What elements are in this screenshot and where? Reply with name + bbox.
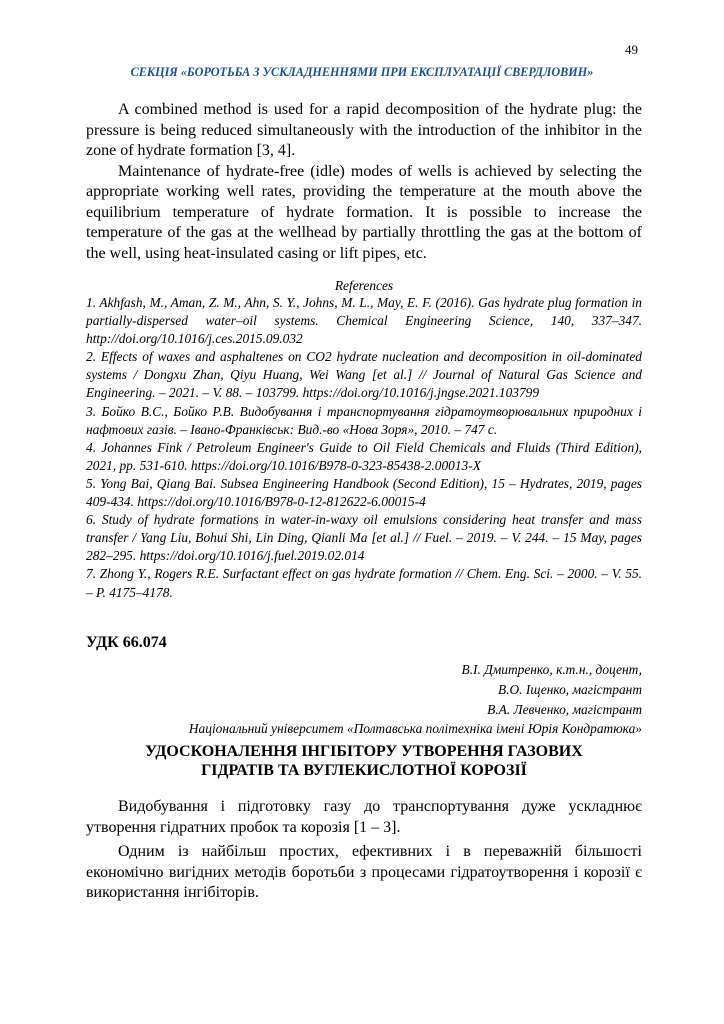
reference-item: 2. Effects of waxes and asphaltenes on CO2 hydrate nucleation and decomposition in oil-dominated systems / Dongxu Zhan, Qiyu Huang, Wei Wang [et al.] // Journal of Natural Gas Science and Engineering. – 2021. – V. 88. – 103799. https://doi.org/10.1016/j.jngse.2021.103799 [86, 349, 642, 401]
page-number: 49 [625, 42, 638, 57]
author-block [86, 660, 642, 739]
title-line: ГІДРАТІВ ТА ВУГЛЕКИСЛОТНОЇ КОРОЗІЇ [201, 762, 527, 779]
reference-list [86, 294, 642, 602]
author-line: В.А. Левченко, магістрант [487, 701, 642, 717]
affiliation: Національний університет «Полтавська політехніка імені Юрія Кондратюка» [188, 721, 642, 737]
intro-text [86, 100, 642, 264]
title-line: УДОСКОНАЛЕННЯ ІНГІБІТОРУ УТВОРЕННЯ ГАЗОВИХ [145, 743, 583, 760]
article-title [86, 742, 642, 780]
reference-item: 6. Study of hydrate formations in water-in-waxy oil emulsions considering heat transfer and mass transfer / Yang Liu, Bohui Shi, Lin Ding, Qianli Ma [et al.] // Fuel. – 2019. – V. 244. – 15 May, pages 282–295. https://doi.org/10.1016/j.fuel.2019.02.014 [86, 512, 642, 564]
reference-item: 3. Бойко В.С., Бойко Р.В. Видобування і транспортування гідратоутворювальних природних і нафтових газів. – Івано-Франківськ: Вид.-во «Нова Зоря», 2010. – 747 с. [86, 403, 642, 437]
reference-item: 1. Akhfash, M., Aman, Z. M., Ahn, S. Y., Johns, M. L., May, E. F. (2016). Gas hydrate plug formation in partially-dispersed water–oil systems. Chemical Engineering Science, 140, 337–347. http://doi.org/10.1016/j.ces.2015.09.032 [86, 295, 642, 347]
article-body [86, 797, 642, 908]
running-header: СЕКЦІЯ «БОРОТЬБА З УСКЛАДНЕННЯМИ ПРИ ЕКСПЛУАТАЦІЇ СВЕРДЛОВИН» [130, 65, 594, 79]
paragraph: Видобування і підготовку газу до транспортування дуже ускладнює утворення гідратних пробок та корозія [1 – 3]. [86, 798, 642, 836]
paragraph: Одним із найбільш простих, ефективних і в переважній більшості економічно вигідних методів боротьби з процесами гідратоутворення і корозії є використання інгібіторів. [86, 843, 642, 901]
author-line: В.І. Дмитренко, к.т.н., доцент, [461, 662, 642, 677]
paragraph: Maintenance of hydrate-free (idle) modes of wells is achieved by selecting the appropriate working well rates, providing the temperature at the mouth above the equilibrium temperature of hydrate formation. It is possible to increase the temperature of the gas at the wellhead by partially throttling the gas at the bottom of the well, using heat-insulated casing or lift pipes, etc. [86, 162, 642, 262]
author-line: В.О. Іщенко, магістрант [497, 681, 642, 697]
references-title: References [334, 278, 394, 293]
reference-item: 7. Zhong Y., Rogers R.E. Surfactant effect on gas hydrate formation // Chem. Eng. Sci. – 2000. – V. 55. – P. 4175–4178. [86, 566, 642, 600]
paragraph: A combined method is used for a rapid decomposition of the hydrate plug: the pressure is being reduced simultaneously with the introduction of the inhibitor in the zone of hydrate formation [3, 4]. [86, 101, 642, 159]
reference-item: 5. Yong Bai, Qiang Bai. Subsea Engineering Handbook (Second Edition), 15 – Hydrates, 2019, pages 409-434. https://doi.org/10.1016/B978-0-12-812622-6.00015-4 [86, 475, 642, 510]
reference-item: 4. Johannes Fink / Petroleum Engineer's Guide to Oil Field Chemicals and Fluids (Third Edition), 2021, pp. 531-610. https://doi.org/10.1016/B978-0-323-85438-2.00013-X [86, 439, 642, 473]
udk-code: УДК 66.074 [86, 634, 167, 651]
